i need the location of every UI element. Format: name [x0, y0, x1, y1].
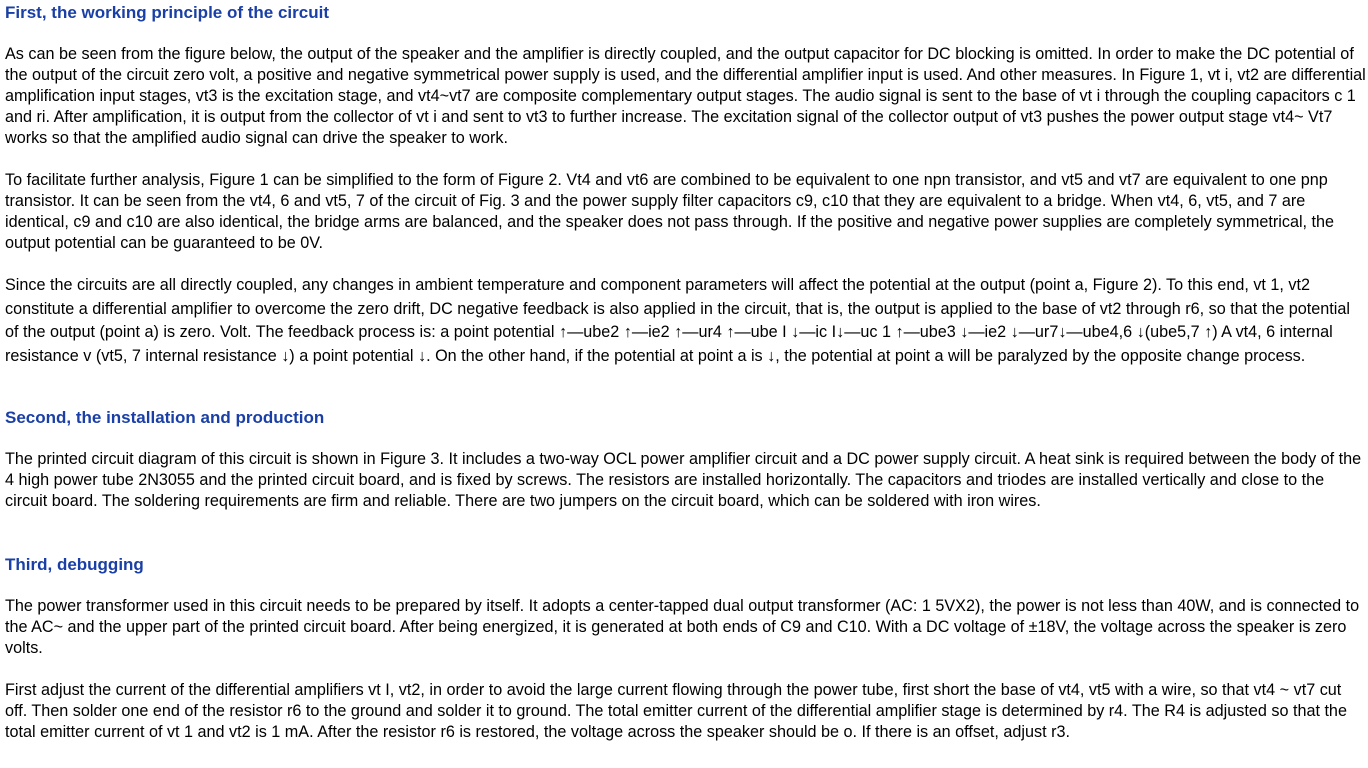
paragraph-working-principle-feedback: Since the circuits are all directly coupled, any changes in ambient temperature and component parameters will affect the potential at the output (point a, Figure 2). To this end, vt 1, vt2 constitute a differential amplifier to overcome the zero drift, DC negative feedback is also applied in the circuit, that is, the output is applied to the base of vt2 through r6, so that the potential of the output (point a) is zero. Volt. The feedback process is: a point potential ↑—ube2 ↑—ie2 ↑—ur4 ↑—ube I ↓—ic I↓—uc 1 ↑—ube3 ↓—ie2 ↓—ur7↓—ube4,6 ↓(ube5,7 ↑) A vt4, 6 internal resistance v (vt5, 7 internal resistance ↓) a point potential ↓. On the other hand, if the potential at point a is ↓, the potential at point a will be paralyzed by the opposite change process. — [5, 276, 1350, 365]
paragraph-debugging-adjust-current: First adjust the current of the differential amplifiers vt I, vt2, in order to avoid the large current flowing through the power tube, first short the base of vt4, vt5 with a wire, so that vt4 ~ vt7 cut off. Then solder one end of the resistor r6 to the ground and solder it to ground. The total emitter current of the differential amplifier stage is determined by r4. The R4 is adjusted so that the total emitter current of vt 1 and vt2 is 1 mA. After the resistor r6 is restored, the voltage across the speaker should be o. If there is an offset, adjust r3. — [5, 681, 1347, 741]
section-heading-working-principle: First, the working principle of the circuit — [5, 3, 329, 22]
paragraph-debugging-transformer: The power transformer used in this circuit needs to be prepared by itself. It adopts a center-tapped dual output transformer (AC: 1 5VX2), the power is not less than 40W, and is connected to the AC~ and the upper part of the printed circuit board. After being energized, it is generated at both ends of C9 and C10. With a DC voltage of ±18V, the voltage across the speaker is zero volts. — [5, 597, 1360, 657]
paragraph-working-principle-intro: As can be seen from the figure below, the output of the speaker and the amplifier is directly coupled, and the output capacitor for DC blocking is omitted. In order to make the DC potential of the output of the circuit zero volt, a positive and negative symmetrical power supply is used, and the differential amplifier input is used. And other measures. In Figure 1, vt i, vt2 are differential amplification input stages, vt3 is the excitation stage, and vt4~vt7 are composite complementary output stages. The audio signal is sent to the base of vt i through the coupling capacitors c 1 and ri. After amplification, it is output from the collector of vt i and sent to vt3 to further increase. The excitation signal of the collector output of vt3 pushes the power output stage vt4~ Vt7 works so that the amplified audio signal can drive the speaker to work. — [5, 45, 1366, 147]
paragraph-installation: The printed circuit diagram of this circuit is shown in Figure 3. It includes a two-way OCL power amplifier circuit and a DC power supply circuit. A heat sink is required between the body of the 4 high power tube 2N3055 and the printed circuit board, and is fixed by screws. The resistors are installed horizontally. The capacitors and triodes are installed vertically and close to the circuit board. The soldering requirements are firm and reliable. There are two jumpers on the circuit board, which can be soldered with iron wires. — [5, 450, 1362, 510]
section-heading-installation: Second, the installation and production — [5, 408, 325, 427]
section-heading-debugging: Third, debugging — [5, 555, 144, 574]
paragraph-working-principle-simplification: To facilitate further analysis, Figure 1 can be simplified to the form of Figure 2. Vt4 and vt6 are combined to be equivalent to one npn transistor, and vt5 and vt7 are equivalent to one pnp transistor. It can be seen from the vt4, 6 and vt5, 7 of the circuit of Fig. 3 and the power supply filter capacitors c9, c10 that they are equivalent to a bridge. When vt4, 6, vt5, and 7 are identical, c9 and c10 are also identical, the bridge arms are balanced, and the speaker does not pass through. If the positive and negative power supplies are completely symmetrical, the output potential can be guaranteed to be 0V. — [5, 171, 1335, 252]
